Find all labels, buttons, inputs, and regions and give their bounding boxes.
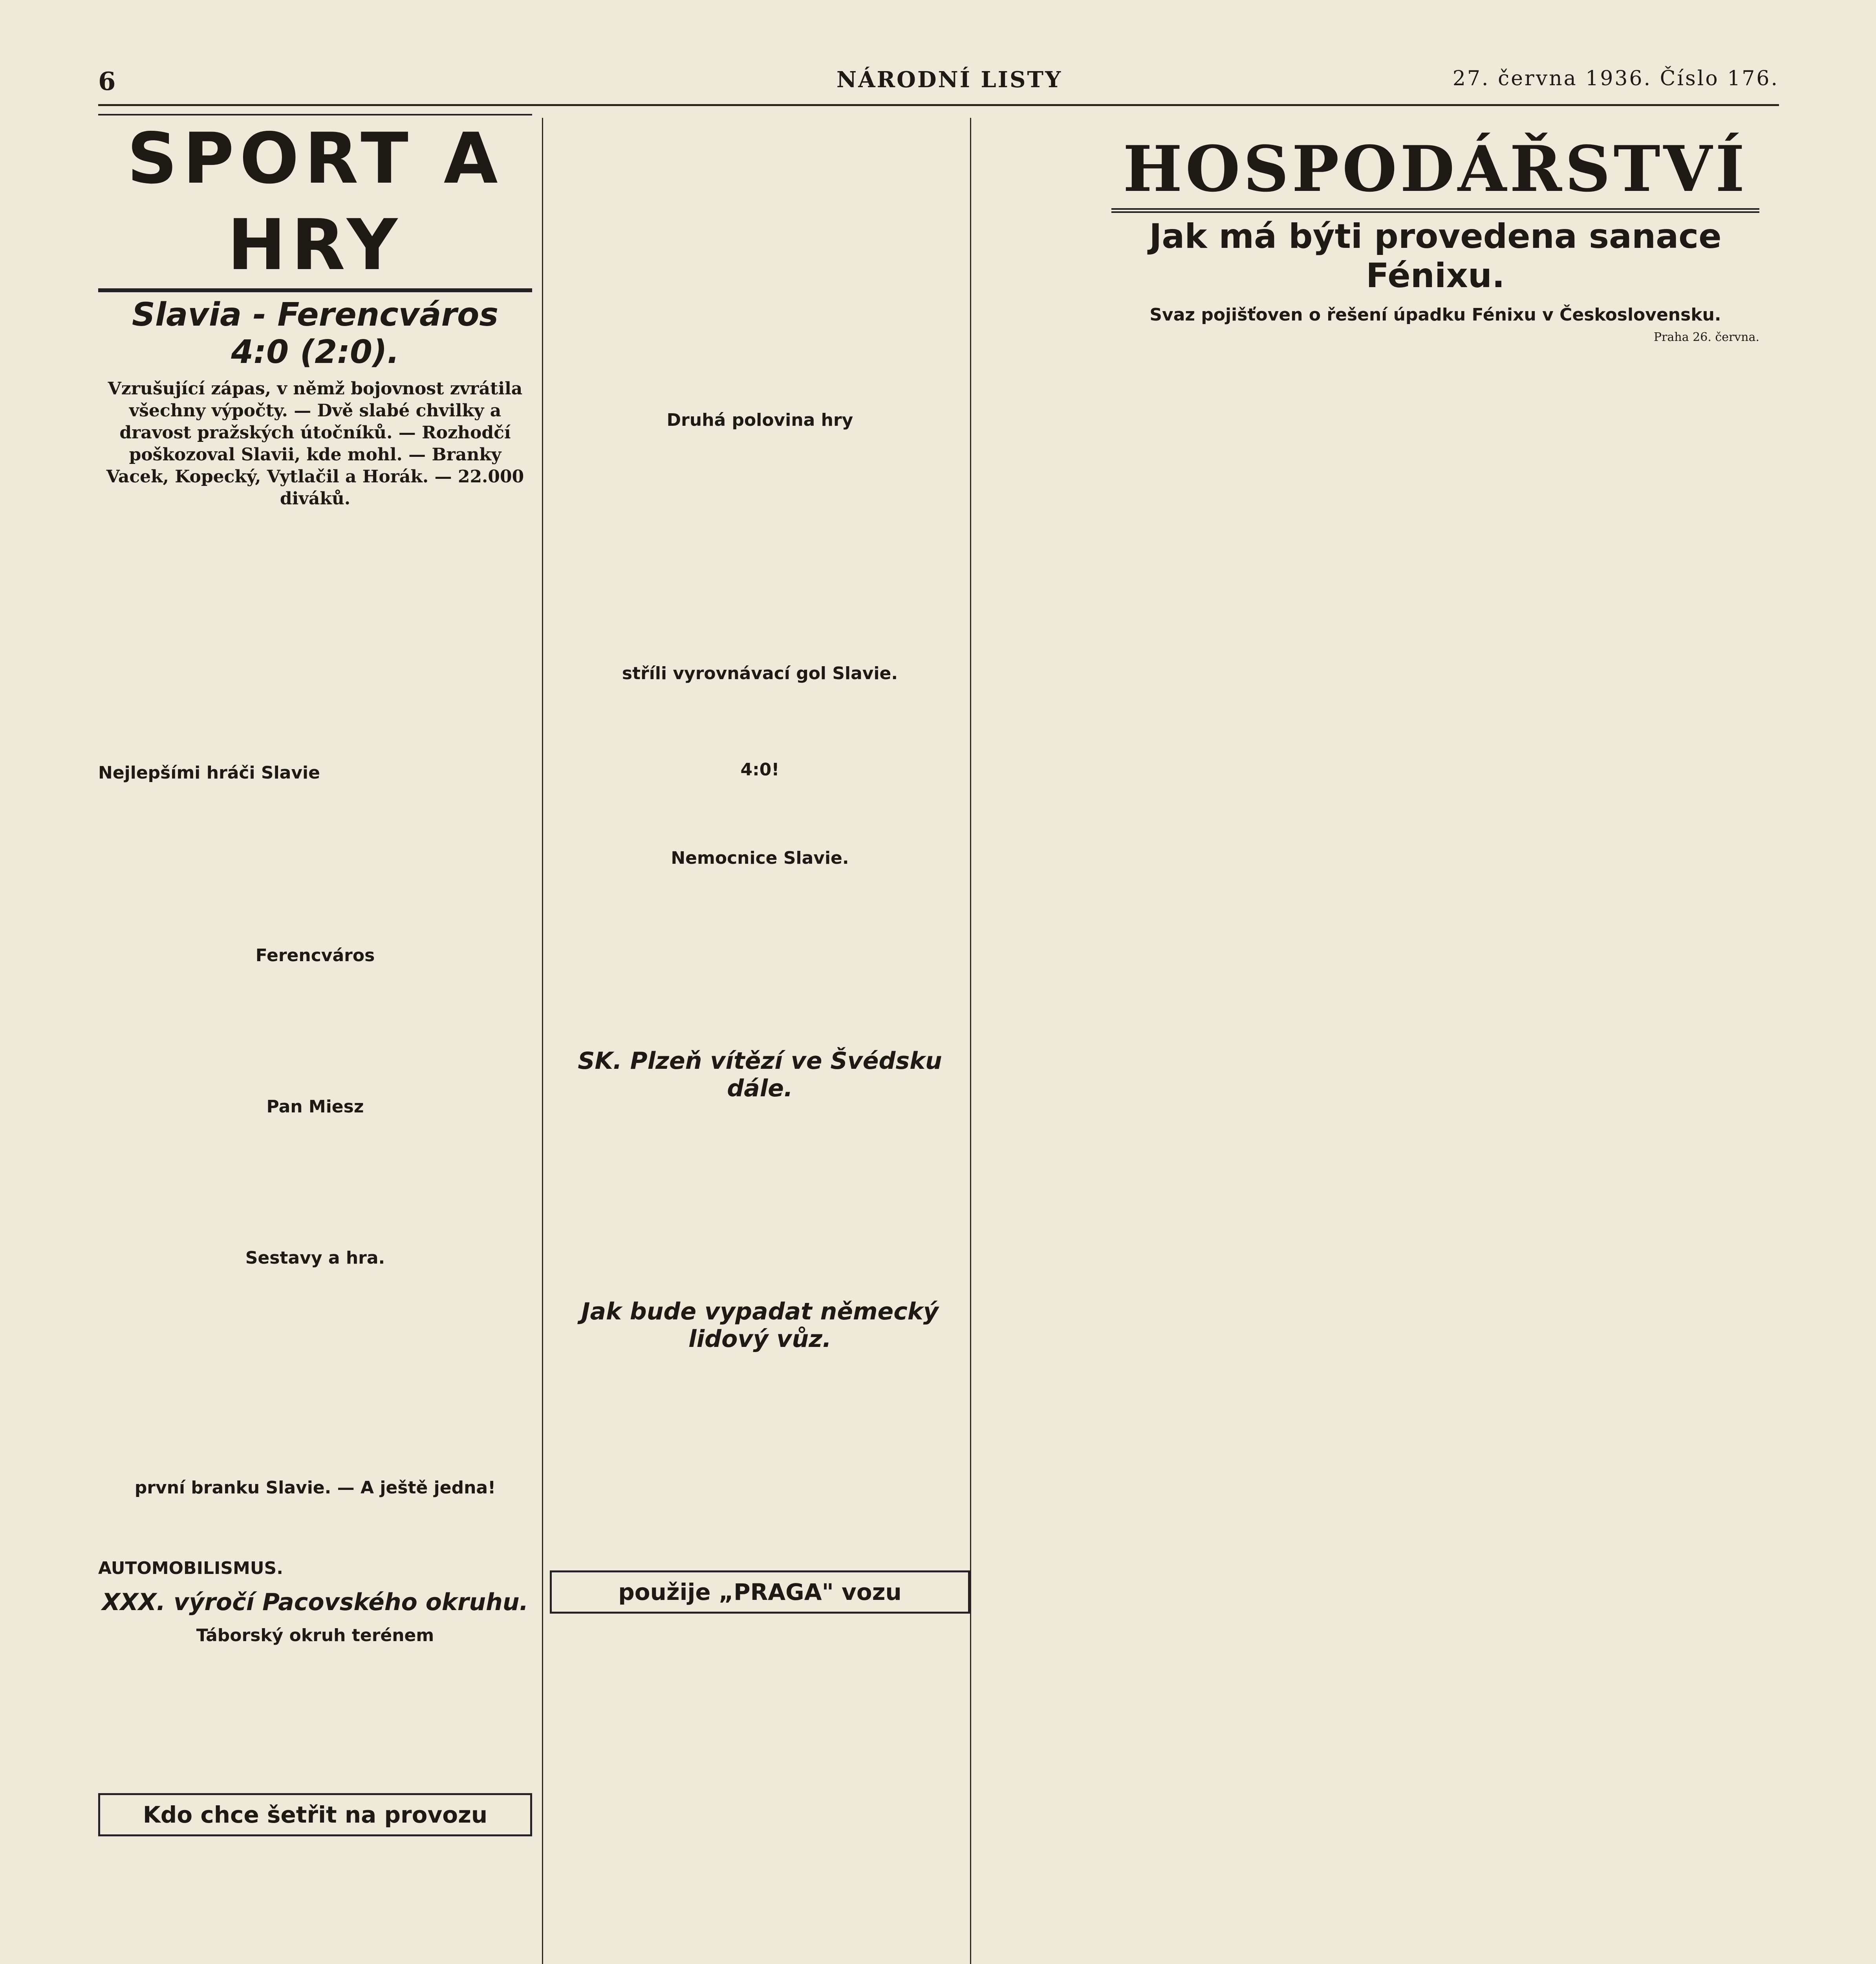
subhead: Sestavy a hra. [245,1248,385,1268]
headline: Jak bude vypadat německý lidový vůz. [581,1298,939,1353]
date-issue: 27. června 1936. Číslo 176. [1452,67,1779,90]
article-body [1111,344,1759,894]
article-body [98,518,532,753]
column-divider [970,118,971,1964]
economy-column [1111,106,1759,1964]
economy-sub: Svaz pojišťoven o řešení úpadku Fénixu v Československu. [1149,305,1721,325]
article-body [98,1651,532,1784]
section-label: AUTOMOBILISMUS. [98,1558,283,1578]
main-lede: Vzrušující zápas, v němž bojovnost zvrátila všechny výpočty. — Dvě slabé chvilky a dravost pražských útočníků. — Rozhodčí poškozoval Slavii, kde mohl. — Branky Vacek, Kopecký, Vytlačil a Horák. — 22.000 diváků. [106,379,524,509]
sport-section-title: SPORT A HRY [98,114,532,292]
headline: XXX. výročí Pacovského okruhu. [102,1588,529,1616]
ad-box: Kdo chce šetřit na provozu [98,1793,532,1836]
dateline: Praha 26. června. [1654,330,1759,344]
subhead: 4:0! [740,760,780,780]
sport-column-3b [774,110,966,1964]
masthead: NÁRODNÍ LISTY [836,67,1063,93]
article-body [98,787,532,936]
article-body [98,1121,532,1238]
main-headline: Slavia - Ferencváros 4:0 (2:0). [132,296,499,371]
sport-column-1 [98,106,532,1964]
article-body [98,969,532,1087]
page-header [98,67,1779,102]
article-body [98,1845,532,1964]
headline: SK. Plzeň vítězí ve Švédsku dále. [578,1047,942,1102]
subheadline: Táborský okruh terénem [196,1625,434,1645]
column-divider [542,118,543,1964]
praga-box: použije „PRAGA" vozu [550,1570,970,1614]
subhead: Ferencváros [255,945,375,966]
subhead: Nejlepšími hráči Slavie [98,763,320,783]
page-number: 6 [98,67,117,96]
subhead: Nemocnice Slavie. [671,848,849,868]
subhead: stříli vyrovnávací gol Slavie. [622,663,898,683]
article-body [98,1502,532,1549]
subhead: první branku Slavie. — A ještě jedna! [134,1478,496,1498]
subhead: Pan Miesz [266,1097,364,1117]
subhead: Druhá polovina hry [666,410,853,430]
article-body [98,1272,532,1468]
economy-section-title: HOSPODÁŘSTVÍ [1111,130,1759,213]
economy-headline: Jak má býti provedena sanace Fénixu. [1149,217,1722,295]
